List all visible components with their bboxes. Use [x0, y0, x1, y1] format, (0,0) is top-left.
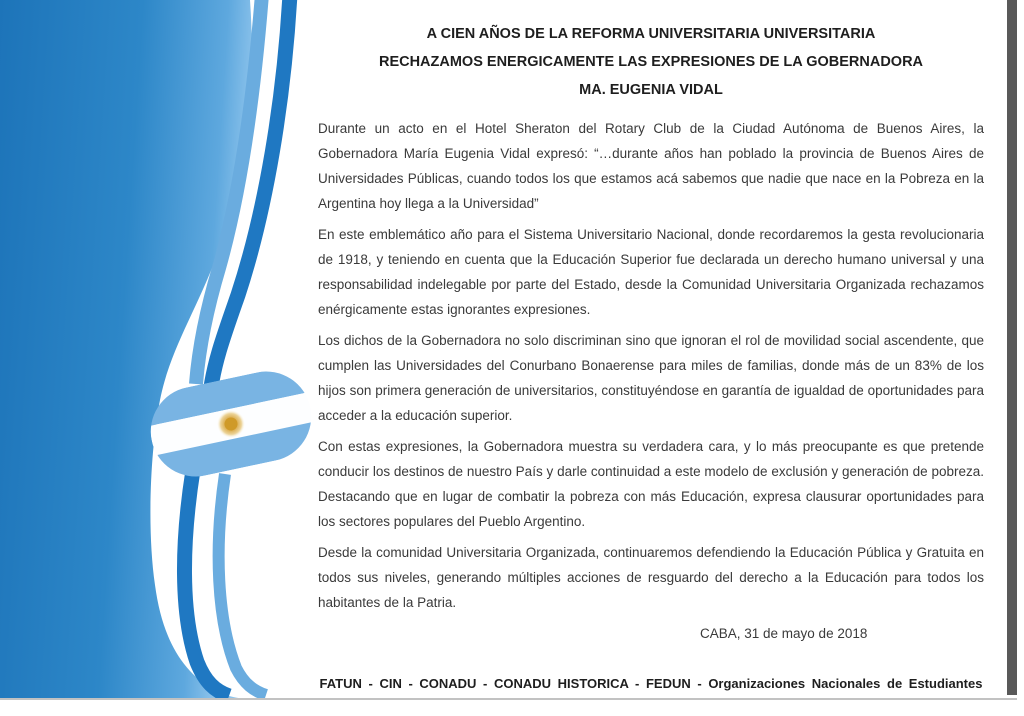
paragraph-2: En este emblemático año para el Sistema Universitario Nacional, donde recordaremos la gesta revolucionaria de 1918, y teniendo en cuenta que la Educación Superior fue declarada un derecho humano universal y una responsabilidad indelegable por parte del Estado, desde la Comunidad Universitaria Organizada rechazamos enérgicamente estas ignorantes expresiones. — [318, 227, 984, 317]
argentine-flag-ribbon-graphic — [0, 0, 330, 698]
page-bottom-border — [0, 698, 1017, 700]
paragraph-3: Los dichos de la Gobernadora no solo discriminan sino que ignoran el rol de movilidad social ascendente, que cumplen las Universidades del Conurbano Bonaerense para miles de familias, donde más de un 83% de los hijos son primera generación de universitarios, constituyéndose en garantía de igualdad de oportunidades para acceder a la educación superior. — [318, 333, 984, 423]
document-body — [318, 116, 984, 615]
document-title — [318, 0, 984, 104]
document-content — [318, 0, 984, 691]
title-line-3: MA. EUGENIA VIDAL — [579, 82, 723, 98]
title-line-2: RECHAZAMOS ENERGICAMENTE LAS EXPRESIONES DE LA GOBERNADORA — [378, 54, 924, 70]
page-right-border — [1007, 0, 1017, 695]
paragraph-4: Con estas expresiones, la Gobernadora muestra su verdadera cara, y lo más preocupante es que pretende conducir los destinos de nuestro País y darle continuidad a este modelo de exclusión y generación de pobreza. Destacando que en lugar de combatir la pobreza con más Educación, expresa clausurar oportunidades para los sectores populares del Pueblo Argentino. — [318, 439, 984, 529]
signatories-line: FATUN - CIN - CONADU - CONADU HISTORICA - FEDUN - Organizaciones Nacionales de Estudiantes — [319, 676, 983, 691]
title-line-1: A CIEN AÑOS DE LA REFORMA UNIVERSITARIA UNIVERSITARIA — [426, 26, 876, 42]
flag-band-knot — [142, 363, 319, 485]
paragraph-5: Desde la comunidad Universitaria Organizada, continuaremos defendiendo la Educación Pública y Gratuita en todos sus niveles, generando múltiples acciones de resguardo del derecho a la Educación para todos los habitantes de la Patria. — [318, 545, 984, 610]
paragraph-1: Durante un acto en el Hotel Sheraton del Rotary Club de la Ciudad Autónoma de Buenos Aires, la Gobernadora María Eugenia Vidal expresó: “…durante años han poblado la provincia de Buenos Aires de Universidades Públicas, cuando todos los que estamos acá sabemos que nadie que nace en la Pobreza en la Argentina hoy llega a la Universidad” — [318, 121, 984, 211]
ribbon-stripe-celeste-lower — [219, 474, 266, 695]
dateline: CABA, 31 de mayo de 2018 — [700, 626, 868, 641]
